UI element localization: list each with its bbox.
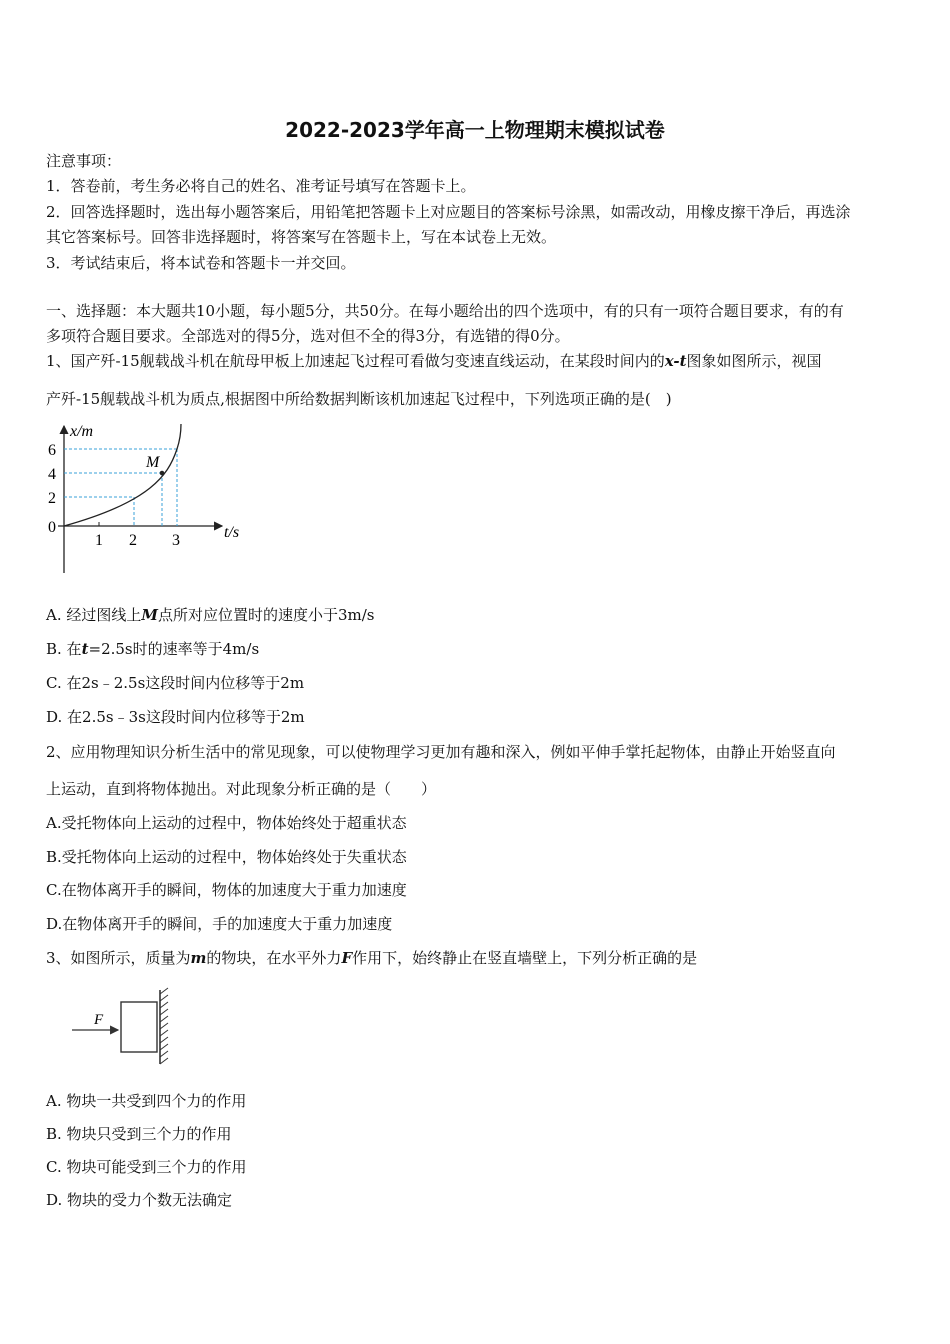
q2-stem-line1: 2、应用物理知识分析生活中的常见现象，可以使物理学习更加有趣和深入，例如平伸手掌托起物体，由静止开始竖直向 (46, 743, 836, 761)
page-title: 2022-2023学年高一上物理期末模拟试卷 (285, 118, 665, 142)
notice-heading: 注意事项： (46, 152, 122, 170)
q2-option-c: C.在物体离开手的瞬间，物体的加速度大于重力加速度 (46, 881, 407, 899)
q1-y-tick-2: 2 (48, 490, 56, 507)
q3-option-a: A. 物块一共受到四个力的作用 (46, 1092, 247, 1110)
q1-y-tick-4: 4 (48, 466, 56, 483)
q1-x-tick-3: 3 (172, 532, 180, 549)
q3-option-d: D. 物块的受力个数无法确定 (46, 1191, 233, 1209)
q1-stem-xt: x-t (664, 352, 687, 370)
q1-stem-line1 (46, 351, 822, 371)
notice-item-2: 2．回答选择题时，选出每小题答案后，用铅笔把答题卡上对应题目的答案标号涂黑，如需改动，用橡皮擦干净后，再选涂 (46, 203, 851, 221)
q1-y-axis-label: x/m (70, 423, 94, 440)
q3-stem: 3、如图所示，质量为m的物块，在水平外力F作用下，始终静止在竖直墙壁上，下列分析正确的是 (46, 949, 698, 967)
q1-point-m-label: M (146, 454, 160, 471)
q3-option-b: B. 物块只受到三个力的作用 (46, 1125, 232, 1143)
q3-block (121, 1002, 157, 1052)
q3-option-c: C. 物块可能受到三个力的作用 (46, 1158, 247, 1176)
q1-y-tick-0: 0 (48, 519, 56, 536)
q1-option-c: C. 在2s﹣2.5s这段时间内位移等于2m (46, 674, 305, 692)
q1-stem-line2: 产歼-15舰载战斗机为质点,根据图中所给数据判断该机加速起飞过程中，下列选项正确的是( ) (46, 390, 672, 408)
q1-option-a: A. 经过图线上M点所对应位置时的速度小于3m/s (46, 606, 375, 624)
notice-item-3: 3．考试结束后，将本试卷和答题卡一并交回。 (46, 254, 356, 272)
q1-x-tick-1: 1 (95, 532, 103, 549)
q1-stem-text-c: 图象如图所示，视国 (686, 352, 822, 370)
q1-stem-text-a: 1、国产歼-15舰载战斗机在航母甲板上加速起飞过程可看做匀变速直线运动，在某段时间内的 (46, 352, 665, 370)
q3-block-wall-figure (44, 986, 189, 1068)
q1-xt-graph (40, 418, 250, 578)
q2-option-a: A.受托物体向上运动的过程中，物体始终处于超重状态 (46, 814, 407, 832)
notice-item-2-cont: 其它答案标号。回答非选择题时，将答案写在答题卡上，写在本试卷上无效。 (46, 228, 557, 246)
q3-force-label: F (94, 1012, 104, 1028)
q1-point-m (160, 471, 165, 476)
q1-option-d: D. 在2.5s﹣3s这段时间内位移等于2m (46, 708, 305, 726)
q2-option-b: B.受托物体向上运动的过程中，物体始终处于失重状态 (46, 848, 407, 866)
section-instructions-line1: 一、选择题：本大题共10小题，每小题5分，共50分。在每小题给出的四个选项中，有的只有一项符合题目要求，有的有 (46, 302, 844, 320)
q1-x-axis-label: t/s (224, 524, 240, 541)
q1-y-tick-6: 6 (48, 442, 56, 459)
q1-x-tick-2: 2 (129, 532, 137, 549)
section-instructions-line2: 多项符合题目要求。全部选对的得5分，选对但不全的得3分，有选错的得0分。 (46, 327, 570, 345)
q1-option-b: B. 在t=2.5s时的速率等于4m/s (46, 640, 260, 658)
q1-guide-lines (64, 449, 177, 526)
q2-stem-line2: 上运动，直到将物体抛出。对此现象分析正确的是（ ） (46, 780, 437, 798)
notice-item-1: 1．答卷前，考生务必将自己的姓名、准考证号填写在答题卡上。 (46, 177, 476, 195)
q2-option-d: D.在物体离开手的瞬间，手的加速度大于重力加速度 (46, 915, 393, 933)
q3-wall-hatching (160, 988, 168, 1064)
